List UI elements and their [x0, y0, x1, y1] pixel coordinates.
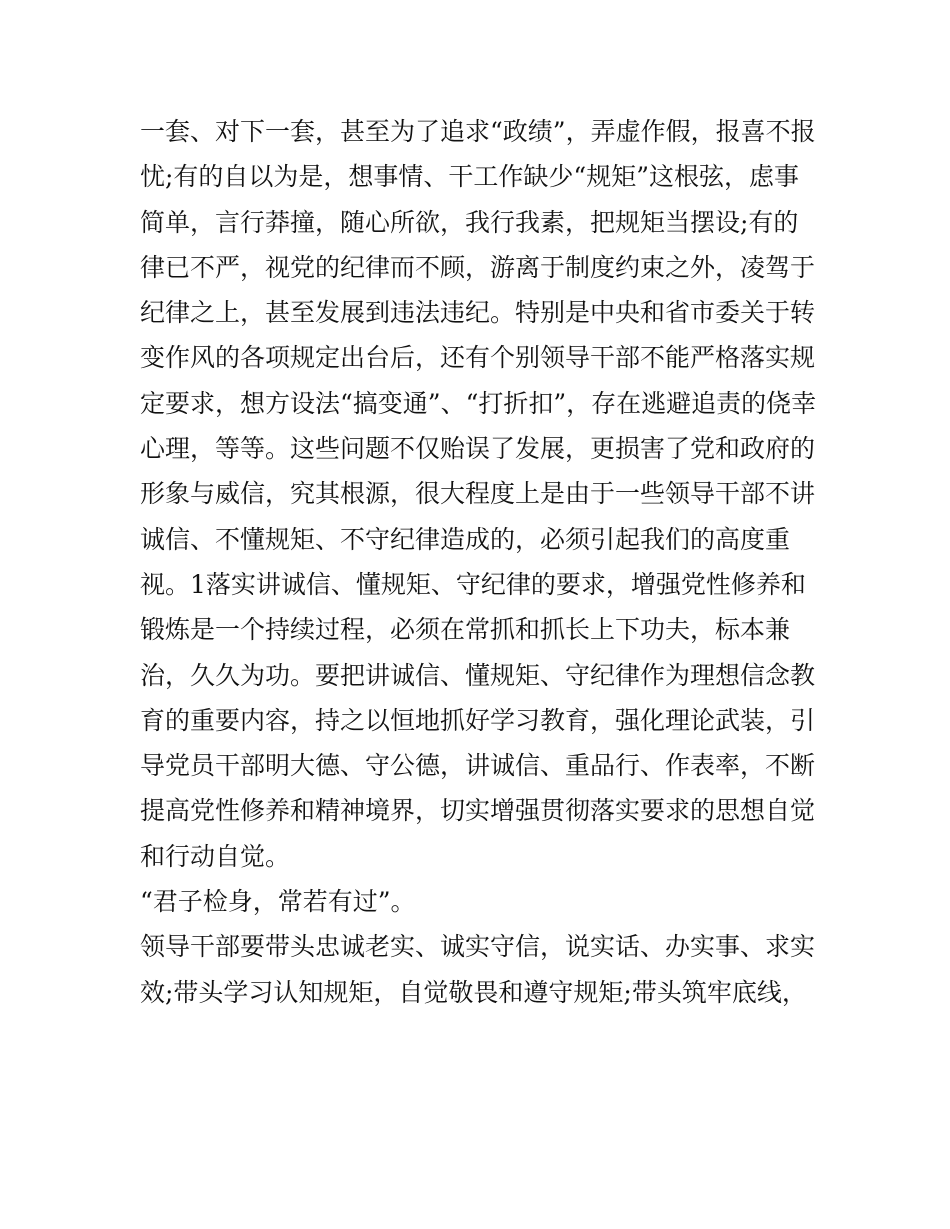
text-line: 形象与威信，究其根源，很大程度上是由于一些领导干部不讲: [140, 479, 816, 509]
text-line: 治，久久为功。要把讲诚信、懂规矩、守纪律作为理想信念教: [140, 660, 816, 690]
text-line: 纪律之上，甚至发展到违法违纪。特别是中央和省市委关于转: [140, 298, 816, 328]
text-line: 律已不严，视党的纪律而不顾，游离于制度约束之外，凌驾于: [140, 252, 816, 282]
text-line: 一套、对下一套，甚至为了追求“政绩”，弄虚作假，报喜不报: [140, 117, 816, 146]
text-line: 诚信、不懂规矩、不守纪律造成的，必须引起我们的高度重: [140, 524, 791, 554]
text-line: 效;带头学习认知规矩，自觉敬畏和遵守规矩;带头筑牢底线，: [140, 977, 807, 1007]
text-line: 定要求，想方设法“搞变通”、“打折扣”，存在逃避追责的侥幸: [140, 388, 817, 418]
paragraph-2: [140, 924, 820, 1015]
text-line: 领导干部要带头忠诚老实、诚实守信，说实话、办实事、求实: [140, 932, 816, 962]
paragraph-1: [140, 109, 820, 879]
text-line: 和行动自觉。: [140, 841, 291, 871]
text-line: 提高党性修养和精神境界，切实增强贯彻落实要求的思想自觉: [140, 796, 816, 826]
quote-paragraph: [140, 879, 820, 924]
quote-line: “君子检身，常若有过”。: [140, 887, 416, 917]
text-line: 育的重要内容，持之以恒地抓好学习教育，强化理论武装，引: [140, 705, 816, 735]
text-line: 简单，言行莽撞，随心所欲，我行我素，把规矩当摆设;有的: [140, 207, 799, 237]
text-line: 导党员干部明大德、守公德，讲诚信、重品行、作表率，不断: [140, 751, 816, 781]
text-line: 锻炼是一个持续过程，必须在常抓和抓长上下功夫，标本兼: [140, 615, 791, 645]
text-line: 变作风的各项规定出台后，还有个别领导干部不能严格落实规: [140, 343, 816, 373]
text-line: 心理，等等。这些问题不仅贻误了发展，更损害了党和政府的: [140, 434, 816, 464]
text-line: 忧;有的自以为是，想事情、干工作缺少“规矩”这根弦，虑事: [140, 162, 799, 192]
text-line: 视。1落实讲诚信、懂规矩、守纪律的要求，增强党性修养和: [140, 569, 806, 599]
document-body: [140, 109, 820, 1015]
